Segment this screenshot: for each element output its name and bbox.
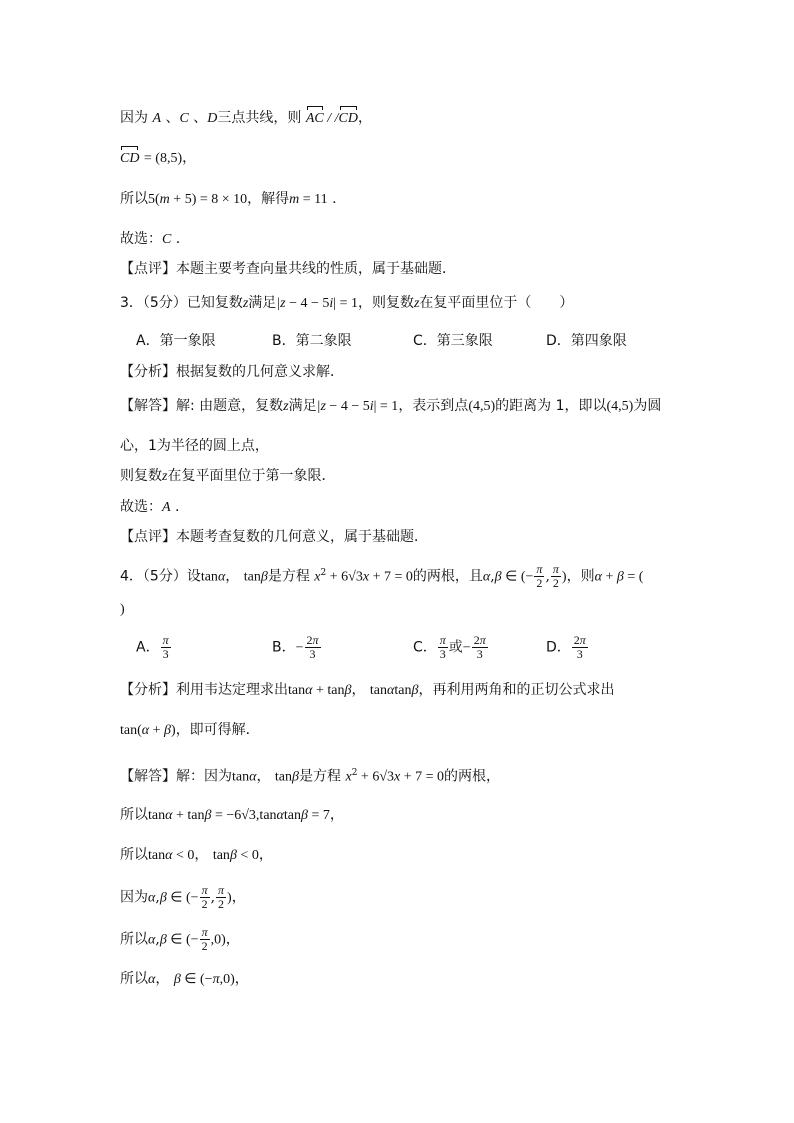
q3-choice: 故选：A . [120, 499, 180, 515]
q3-analysis: 【分析】根据复数的几何意义求解． [120, 364, 344, 380]
q4-answer-line1: 【解答】解：因为tanα， tanβ是方程 $x^2 + 6√3x + 7 = 0$的两根， [120, 768, 501, 785]
q4-answer-line2: 所以tanα + tanβ = −6√3,tanαtanβ = 7， [120, 807, 344, 823]
q3-option-a: A．第一象限 [136, 333, 216, 349]
q4-answer-line5: 所以α,β ∈ (− $\frac{\pi}{2}$ ,0)， [120, 925, 240, 953]
question-4: 4．（5分）设tanα， tanβ是方程 $x^2 + 6√3x + 7 = 0$的两根，且α,β ∈ (− $\frac{\pi}{2}$ , $\frac{\pi}{2}$ )，则α + β = ( [120, 562, 644, 591]
q3-answer-line1: 【解答】解: 由题意，复数z满足|z − 4 − 5i| = 1，表示到点(4,5)的距离为 1，即以(4,5)为圆 [120, 398, 662, 414]
q3-review: 【点评】本题考查复数的几何意义，属于基础题． [120, 529, 428, 545]
q4-option-c: C． $\frac{\pi}{3}$ 或− $\frac{2\pi}{3}$ [413, 633, 486, 661]
q3-answer-line2: 心，1为半径的圆上点， [120, 438, 269, 454]
q3-option-c: C．第三象限 [413, 333, 493, 349]
q4-answer-line4: 因为α,β ∈ (− $\frac{\pi}{2}$ , $\frac{\pi}{2}$ )， [120, 883, 246, 911]
q3-option-d: D．第四象限 [546, 333, 627, 349]
line-choice-c: 故选：C . [120, 231, 181, 247]
line-vector-cd: CD = (8,5)， [120, 148, 196, 169]
q4-analysis-line2: tan(α + β)，即可得解． [120, 722, 260, 738]
q4-option-a: A． $\frac{\pi}{3}$ [136, 633, 169, 661]
q4-answer-line6: 所以α， β ∈ (−π,0)， [120, 971, 249, 987]
line-solve-m: 所以5(m + 5) = 8 × 10，解得m = 11 . [120, 191, 337, 207]
q4-answer-line3: 所以tanα < 0， tanβ < 0， [120, 847, 273, 863]
q4-option-b: B．− $\frac{2\pi}{3}$ [272, 633, 319, 661]
line-review-2: 【点评】本题主要考查向量共线的性质，属于基础题． [120, 261, 456, 277]
question-3: 3．（5分）已知复数z满足|z − 4 − 5i| = 1，则复数z在复平面里位于（ ） [120, 295, 574, 311]
question-4-close: ) [120, 602, 125, 617]
line-collinear: 因为 A 、C 、D三点共线，则 AC / /CD， [120, 108, 372, 129]
q4-analysis-line1: 【分析】利用韦达定理求出tanα + tanβ， tanαtanβ，再利用两角和的正切公式求出 [120, 682, 615, 698]
q3-answer-line3: 则复数z在复平面里位于第一象限． [120, 468, 336, 484]
q3-option-b: B．第二象限 [272, 333, 352, 349]
q4-option-d: D． $\frac{2\pi}{3}$ [546, 633, 586, 661]
